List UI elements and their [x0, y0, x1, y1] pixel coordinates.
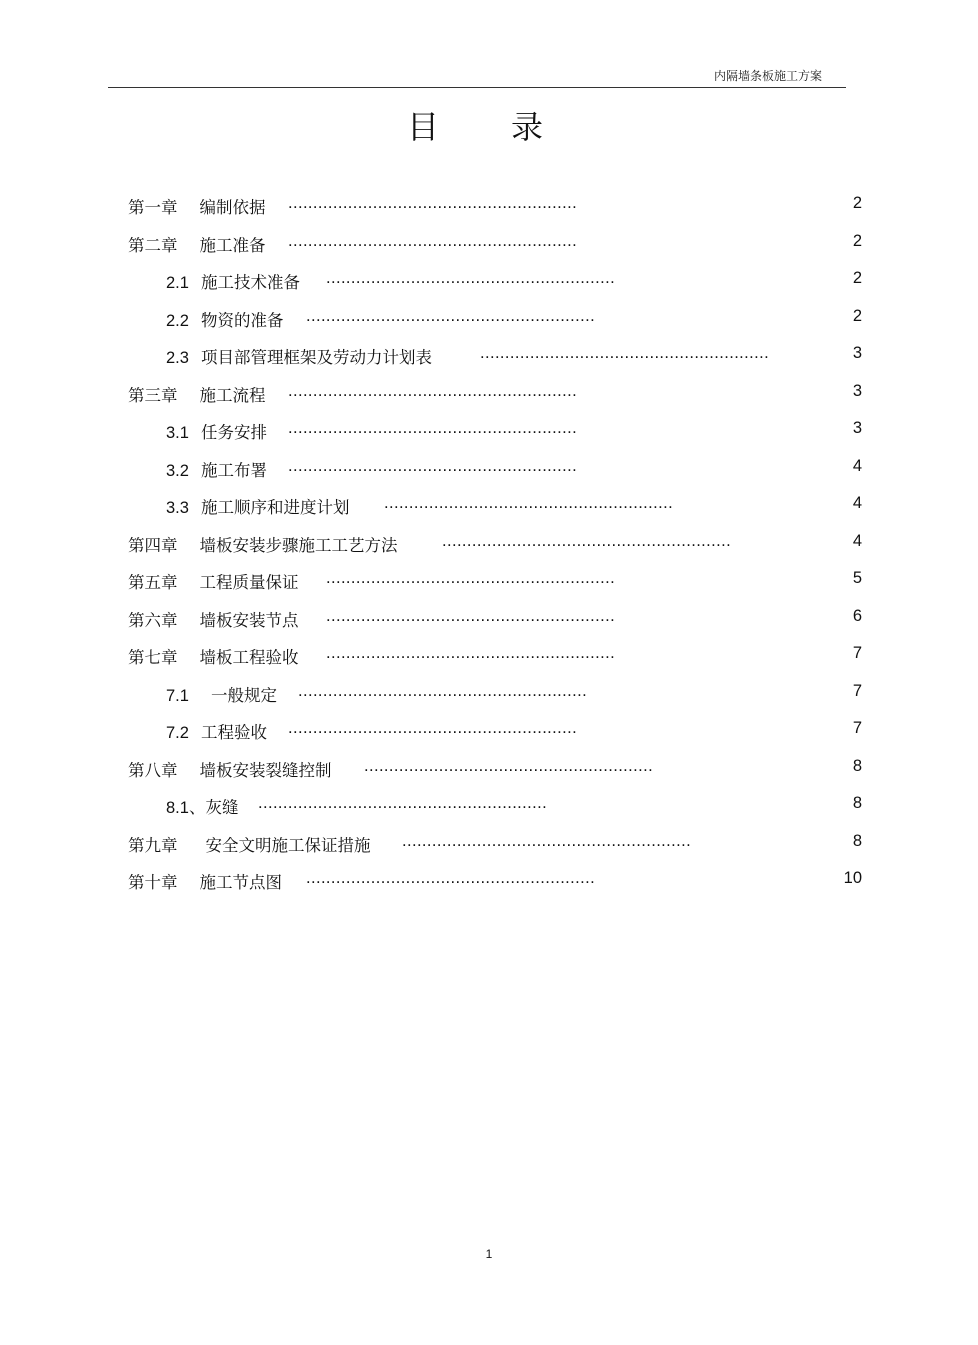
toc-title: 物资的准备 [200, 310, 284, 330]
toc-page-number: 3 [852, 419, 862, 437]
toc-title: 墙板工程验收 [199, 648, 299, 667]
toc-title: 工程验收 [200, 723, 267, 742]
toc-page-number: 4 [852, 494, 862, 512]
toc-section-number: 7.1 [166, 686, 189, 705]
toc-title: 目录 [406, 108, 615, 146]
page-number: 1 [485, 1247, 493, 1261]
toc-page-number: 4 [852, 531, 862, 550]
toc-entry[interactable] [128, 374, 862, 412]
toc-title: 项目部管理框架及劳动力计划表 [200, 348, 432, 367]
dot-leader: .......................................................... [326, 644, 616, 662]
toc-title: 施工布署 [200, 460, 267, 480]
toc-entry[interactable] [128, 599, 862, 637]
table-of-contents [128, 186, 862, 899]
toc-entry[interactable] [128, 824, 862, 862]
toc-page-number: 7 [852, 719, 862, 737]
toc-section-number: 3.1 [166, 424, 189, 442]
toc-page-number: 2 [852, 306, 862, 325]
toc-page-number: 2 [852, 194, 862, 212]
toc-title: 墙板安装裂缝控制 [199, 760, 332, 780]
toc-entry[interactable] [128, 261, 862, 299]
toc-title: 墙板安装步骤施工工艺方法 [199, 535, 398, 555]
toc-page-number: 3 [852, 344, 862, 362]
toc-section-number: 2.2 [166, 311, 189, 330]
toc-entry[interactable] [128, 524, 862, 562]
toc-chapter: 第二章 [128, 235, 178, 255]
toc-page-number: 6 [852, 606, 862, 625]
toc-page-number: 8 [852, 756, 862, 775]
toc-chapter: 第四章 [128, 535, 178, 555]
toc-entry[interactable] [128, 336, 862, 374]
toc-page-number: 2 [852, 231, 862, 250]
toc-entry[interactable] [128, 861, 862, 899]
toc-chapter: 第一章 [128, 198, 178, 217]
dot-leader: .......................................................... [402, 831, 692, 850]
toc-title: 施工节点图 [199, 873, 282, 892]
toc-section-number: 7.2 [166, 724, 189, 742]
dot-leader: .......................................................... [298, 681, 588, 700]
toc-title: 一般规定 [210, 685, 277, 705]
toc-title: 工程质量保证 [199, 573, 299, 592]
toc-title: 施工技术准备 [200, 273, 300, 292]
toc-title: 施工准备 [199, 235, 266, 255]
toc-chapter: 第五章 [128, 573, 178, 592]
toc-entry[interactable] [128, 411, 862, 449]
dot-leader: .......................................................... [306, 306, 596, 325]
toc-section-number: 8.1 [166, 799, 189, 817]
toc-page-number: 5 [852, 569, 862, 587]
toc-page-number: 7 [852, 644, 862, 662]
toc-chapter: 第六章 [128, 610, 178, 630]
toc-title: 安全文明施工保证措施 [205, 835, 371, 855]
toc-title: 任务安排 [200, 423, 267, 442]
toc-title: 施工顺序和进度计划 [200, 498, 350, 517]
dot-leader: .......................................................... [288, 194, 578, 212]
dot-leader: .......................................................... [306, 869, 596, 887]
dot-leader: .......................................................... [288, 419, 578, 437]
dot-leader: .......................................................... [326, 606, 616, 625]
dot-leader: .......................................................... [288, 719, 578, 737]
toc-chapter: 第七章 [128, 648, 178, 667]
toc-entry[interactable] [128, 224, 862, 262]
toc-entry[interactable] [128, 449, 862, 487]
dot-leader: .......................................................... [288, 231, 578, 250]
header-rule [108, 87, 846, 88]
toc-title: 墙板安装节点 [199, 610, 299, 630]
dot-leader: .......................................................... [442, 531, 732, 550]
dot-leader: .......................................................... [326, 569, 616, 587]
dot-leader: .......................................................... [384, 494, 674, 512]
toc-entry[interactable] [128, 561, 862, 599]
toc-page-number: 3 [852, 381, 862, 400]
dot-leader: .......................................................... [258, 794, 548, 812]
toc-entry[interactable] [128, 674, 862, 712]
dot-leader: .......................................................... [364, 756, 654, 775]
toc-entry[interactable] [128, 186, 862, 224]
toc-chapter: 第十章 [128, 873, 178, 892]
toc-chapter: 第九章 [128, 835, 178, 855]
toc-entry[interactable] [128, 749, 862, 787]
toc-entry[interactable] [128, 299, 862, 337]
toc-page-number: 8 [852, 794, 862, 812]
toc-chapter: 第三章 [128, 385, 178, 405]
toc-chapter: 第八章 [128, 760, 178, 780]
running-header-title: 内隔墙条板施工方案 [713, 69, 822, 83]
toc-entry[interactable] [128, 711, 862, 749]
dot-leader: .......................................................... [288, 381, 578, 400]
toc-title: 施工流程 [199, 385, 266, 405]
toc-page-number: 2 [852, 269, 862, 287]
toc-section-number: 2.1 [166, 274, 189, 292]
toc-entry[interactable] [128, 636, 862, 674]
toc-section-number: 3.3 [166, 499, 189, 517]
toc-section-number: 3.2 [166, 461, 189, 480]
toc-section-number: 2.3 [166, 349, 189, 367]
toc-page-number: 7 [852, 681, 862, 700]
dot-leader: .......................................................... [326, 269, 616, 287]
dot-leader: .......................................................... [288, 456, 578, 475]
toc-page-number: 10 [843, 869, 862, 887]
toc-title: 、灰缝 [188, 798, 239, 817]
toc-title: 编制依据 [199, 198, 266, 217]
toc-entry[interactable] [128, 486, 862, 524]
toc-page-number: 8 [852, 831, 862, 850]
toc-page-number: 4 [852, 456, 862, 475]
toc-entry[interactable] [128, 786, 862, 824]
dot-leader: .......................................................... [480, 344, 770, 362]
